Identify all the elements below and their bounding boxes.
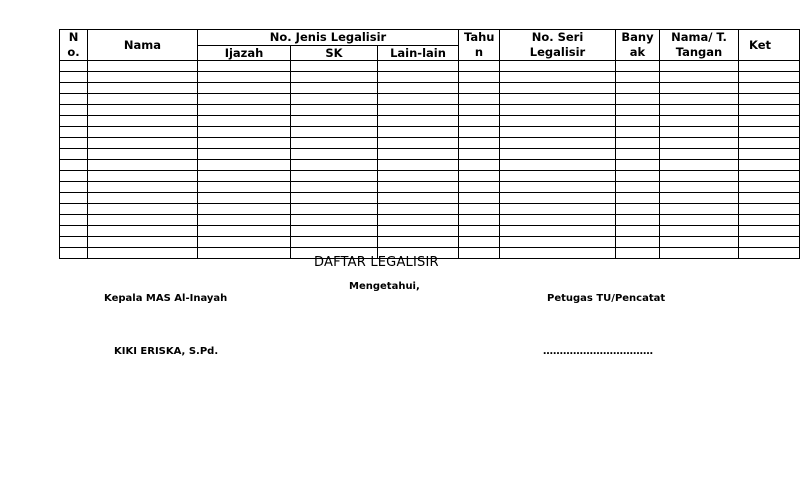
- table-cell: [459, 94, 500, 105]
- table-cell: [616, 61, 660, 72]
- table-cell: [616, 193, 660, 204]
- table-cell: [660, 83, 739, 94]
- table-cell: [60, 171, 88, 182]
- table-cell: [660, 193, 739, 204]
- table-cell: [616, 105, 660, 116]
- mengetahui-label: Mengetahui,: [349, 281, 420, 292]
- table-cell: [291, 72, 378, 83]
- right-signatory-name: ……………………………: [543, 346, 653, 357]
- table-cell: [500, 248, 616, 259]
- table-cell: [291, 94, 378, 105]
- table-cell: [60, 61, 88, 72]
- table-row: [60, 61, 800, 72]
- table-cell: [500, 149, 616, 160]
- table-cell: [378, 215, 459, 226]
- table-cell: [198, 193, 291, 204]
- table-cell: [500, 171, 616, 182]
- table-cell: [378, 182, 459, 193]
- header-jenis-legalisir: No. Jenis Legalisir: [198, 30, 459, 46]
- table-row: [60, 182, 800, 193]
- table-cell: [616, 127, 660, 138]
- table-cell: [500, 204, 616, 215]
- table-cell: [88, 61, 198, 72]
- table-cell: [616, 83, 660, 94]
- table-cell: [616, 171, 660, 182]
- table-cell: [88, 105, 198, 116]
- table-cell: [88, 127, 198, 138]
- table-cell: [291, 127, 378, 138]
- table-cell: [198, 83, 291, 94]
- table-cell: [291, 160, 378, 171]
- table-cell: [459, 182, 500, 193]
- table-cell: [291, 61, 378, 72]
- table-cell: [660, 215, 739, 226]
- table-cell: [739, 237, 800, 248]
- table-cell: [291, 83, 378, 94]
- table-cell: [198, 116, 291, 127]
- table-cell: [500, 116, 616, 127]
- table-cell: [739, 127, 800, 138]
- header-lain-lain: Lain-lain: [378, 45, 459, 61]
- table-cell: [616, 94, 660, 105]
- table-cell: [198, 94, 291, 105]
- table-cell: [739, 149, 800, 160]
- table-cell: [378, 127, 459, 138]
- table-cell: [660, 149, 739, 160]
- table-row: [60, 237, 800, 248]
- header-nama-tanda-tangan-label: Nama/ T. Tangan: [671, 30, 727, 59]
- table-cell: [88, 215, 198, 226]
- table-cell: [459, 248, 500, 259]
- table-cell: [291, 116, 378, 127]
- header-keterangan: Ket: [739, 30, 800, 61]
- table-cell: [198, 248, 291, 259]
- table-cell: [500, 160, 616, 171]
- table-cell: [198, 204, 291, 215]
- table-cell: [198, 160, 291, 171]
- table-cell: [660, 171, 739, 182]
- table-cell: [378, 94, 459, 105]
- table-cell: [88, 193, 198, 204]
- table-cell: [198, 237, 291, 248]
- table-cell: [378, 138, 459, 149]
- table-cell: [459, 116, 500, 127]
- table-cell: [88, 226, 198, 237]
- table-cell: [378, 193, 459, 204]
- table-cell: [739, 61, 800, 72]
- table-cell: [459, 226, 500, 237]
- table-cell: [291, 193, 378, 204]
- table-row: [60, 138, 800, 149]
- table-cell: [378, 116, 459, 127]
- table-cell: [616, 215, 660, 226]
- table-cell: [88, 149, 198, 160]
- table-cell: [500, 72, 616, 83]
- table-cell: [378, 149, 459, 160]
- table-cell: [459, 204, 500, 215]
- table-cell: [459, 160, 500, 171]
- table-cell: [459, 237, 500, 248]
- table-cell: [459, 61, 500, 72]
- document-title: DAFTAR LEGALISIR: [314, 255, 439, 270]
- table-cell: [88, 72, 198, 83]
- table-cell: [739, 182, 800, 193]
- table-cell: [459, 138, 500, 149]
- table-cell: [739, 248, 800, 259]
- header-tahun: [459, 30, 500, 61]
- table-cell: [616, 116, 660, 127]
- table-cell: [291, 237, 378, 248]
- table-cell: [88, 237, 198, 248]
- table-cell: [616, 149, 660, 160]
- header-sk: SK: [291, 45, 378, 61]
- table-cell: [500, 138, 616, 149]
- table-cell: [739, 72, 800, 83]
- table-cell: [500, 226, 616, 237]
- table-cell: [60, 204, 88, 215]
- left-signatory-role: Kepala MAS Al-Inayah: [104, 293, 228, 304]
- table-cell: [198, 127, 291, 138]
- table-cell: [291, 226, 378, 237]
- table-cell: [198, 61, 291, 72]
- table-cell: [660, 105, 739, 116]
- table-cell: [291, 215, 378, 226]
- table-cell: [616, 182, 660, 193]
- table-cell: [60, 248, 88, 259]
- table-row: [60, 127, 800, 138]
- table-cell: [60, 215, 88, 226]
- table-cell: [378, 61, 459, 72]
- table-cell: [198, 182, 291, 193]
- table-cell: [500, 193, 616, 204]
- table-cell: [378, 171, 459, 182]
- table-cell: [459, 83, 500, 94]
- table-cell: [198, 171, 291, 182]
- table-cell: [500, 127, 616, 138]
- table-cell: [198, 215, 291, 226]
- table-row: [60, 226, 800, 237]
- table-cell: [739, 83, 800, 94]
- table-cell: [660, 182, 739, 193]
- table-cell: [660, 94, 739, 105]
- table-cell: [500, 182, 616, 193]
- table-cell: [660, 248, 739, 259]
- table-row: [60, 204, 800, 215]
- table-cell: [616, 204, 660, 215]
- table-cell: [378, 237, 459, 248]
- table-row: [60, 215, 800, 226]
- table-cell: [291, 171, 378, 182]
- table-cell: [60, 105, 88, 116]
- table-cell: [60, 160, 88, 171]
- table-cell: [459, 171, 500, 182]
- table-cell: [60, 182, 88, 193]
- table-cell: [88, 182, 198, 193]
- header-no-seri: [500, 30, 616, 61]
- table-cell: [616, 248, 660, 259]
- table-cell: [60, 149, 88, 160]
- table-cell: [378, 83, 459, 94]
- table-cell: [291, 105, 378, 116]
- table-row: [60, 72, 800, 83]
- table-cell: [739, 138, 800, 149]
- table-cell: [198, 105, 291, 116]
- header-no-label: No.: [67, 30, 80, 59]
- table-cell: [60, 193, 88, 204]
- table-cell: [198, 149, 291, 160]
- table-cell: [500, 61, 616, 72]
- header-no-seri-label: No. Seri Legalisir: [529, 30, 586, 59]
- table-cell: [660, 204, 739, 215]
- table-cell: [739, 204, 800, 215]
- table-cell: [459, 193, 500, 204]
- table-cell: [88, 204, 198, 215]
- table-row: [60, 116, 800, 127]
- table-cell: [198, 138, 291, 149]
- table-row: [60, 83, 800, 94]
- header-no: [60, 30, 88, 61]
- table-cell: [60, 83, 88, 94]
- table-cell: [459, 72, 500, 83]
- table-cell: [660, 61, 739, 72]
- table-row: [60, 193, 800, 204]
- table-cell: [739, 226, 800, 237]
- table-cell: [88, 160, 198, 171]
- header-nama: Nama: [88, 30, 198, 61]
- table-cell: [88, 116, 198, 127]
- table-cell: [616, 160, 660, 171]
- table-cell: [198, 72, 291, 83]
- table-cell: [459, 105, 500, 116]
- table-cell: [60, 94, 88, 105]
- table-cell: [660, 72, 739, 83]
- table-cell: [660, 226, 739, 237]
- table-cell: [60, 116, 88, 127]
- table-cell: [739, 94, 800, 105]
- table-cell: [660, 160, 739, 171]
- table-cell: [198, 226, 291, 237]
- table-cell: [459, 149, 500, 160]
- table-cell: [291, 204, 378, 215]
- table-cell: [378, 160, 459, 171]
- table-cell: [616, 72, 660, 83]
- table-cell: [739, 193, 800, 204]
- table-cell: [660, 138, 739, 149]
- table-cell: [616, 226, 660, 237]
- table-cell: [739, 160, 800, 171]
- table-cell: [60, 138, 88, 149]
- table-cell: [500, 237, 616, 248]
- header-banyak-label: Bany ak: [621, 30, 654, 59]
- table-cell: [660, 237, 739, 248]
- table-cell: [88, 248, 198, 259]
- table-cell: [378, 72, 459, 83]
- right-signatory-role: Petugas TU/Pencatat: [547, 293, 666, 304]
- legalization-table: [59, 29, 800, 259]
- table-cell: [739, 105, 800, 116]
- table-cell: [60, 237, 88, 248]
- header-nama-tanda-tangan: [660, 30, 739, 61]
- table-cell: [616, 138, 660, 149]
- table-cell: [459, 215, 500, 226]
- table-row: [60, 105, 800, 116]
- table-cell: [739, 215, 800, 226]
- table-cell: [500, 94, 616, 105]
- table-cell: [88, 83, 198, 94]
- table-cell: [60, 127, 88, 138]
- table-body: [60, 61, 800, 259]
- table-row: [60, 171, 800, 182]
- table-cell: [500, 215, 616, 226]
- table-cell: [291, 149, 378, 160]
- header-tahun-label: Tahu n: [464, 30, 495, 59]
- table-cell: [88, 94, 198, 105]
- table-cell: [739, 116, 800, 127]
- table-cell: [616, 237, 660, 248]
- table-cell: [88, 138, 198, 149]
- table-cell: [660, 127, 739, 138]
- table-cell: [500, 105, 616, 116]
- table-cell: [378, 226, 459, 237]
- table-cell: [60, 72, 88, 83]
- table-cell: [88, 171, 198, 182]
- header-ijazah: Ijazah: [198, 45, 291, 61]
- left-signatory-name: KIKI ERISKA, S.Pd.: [114, 346, 219, 357]
- table-cell: [459, 127, 500, 138]
- table-cell: [291, 182, 378, 193]
- table-row: [60, 149, 800, 160]
- table-row: [60, 160, 800, 171]
- table-cell: [60, 226, 88, 237]
- table-cell: [291, 138, 378, 149]
- table-cell: [378, 204, 459, 215]
- table-cell: [500, 83, 616, 94]
- table-row: [60, 94, 800, 105]
- table-cell: [660, 116, 739, 127]
- table-cell: [378, 105, 459, 116]
- header-banyak: [616, 30, 660, 61]
- table-cell: [739, 171, 800, 182]
